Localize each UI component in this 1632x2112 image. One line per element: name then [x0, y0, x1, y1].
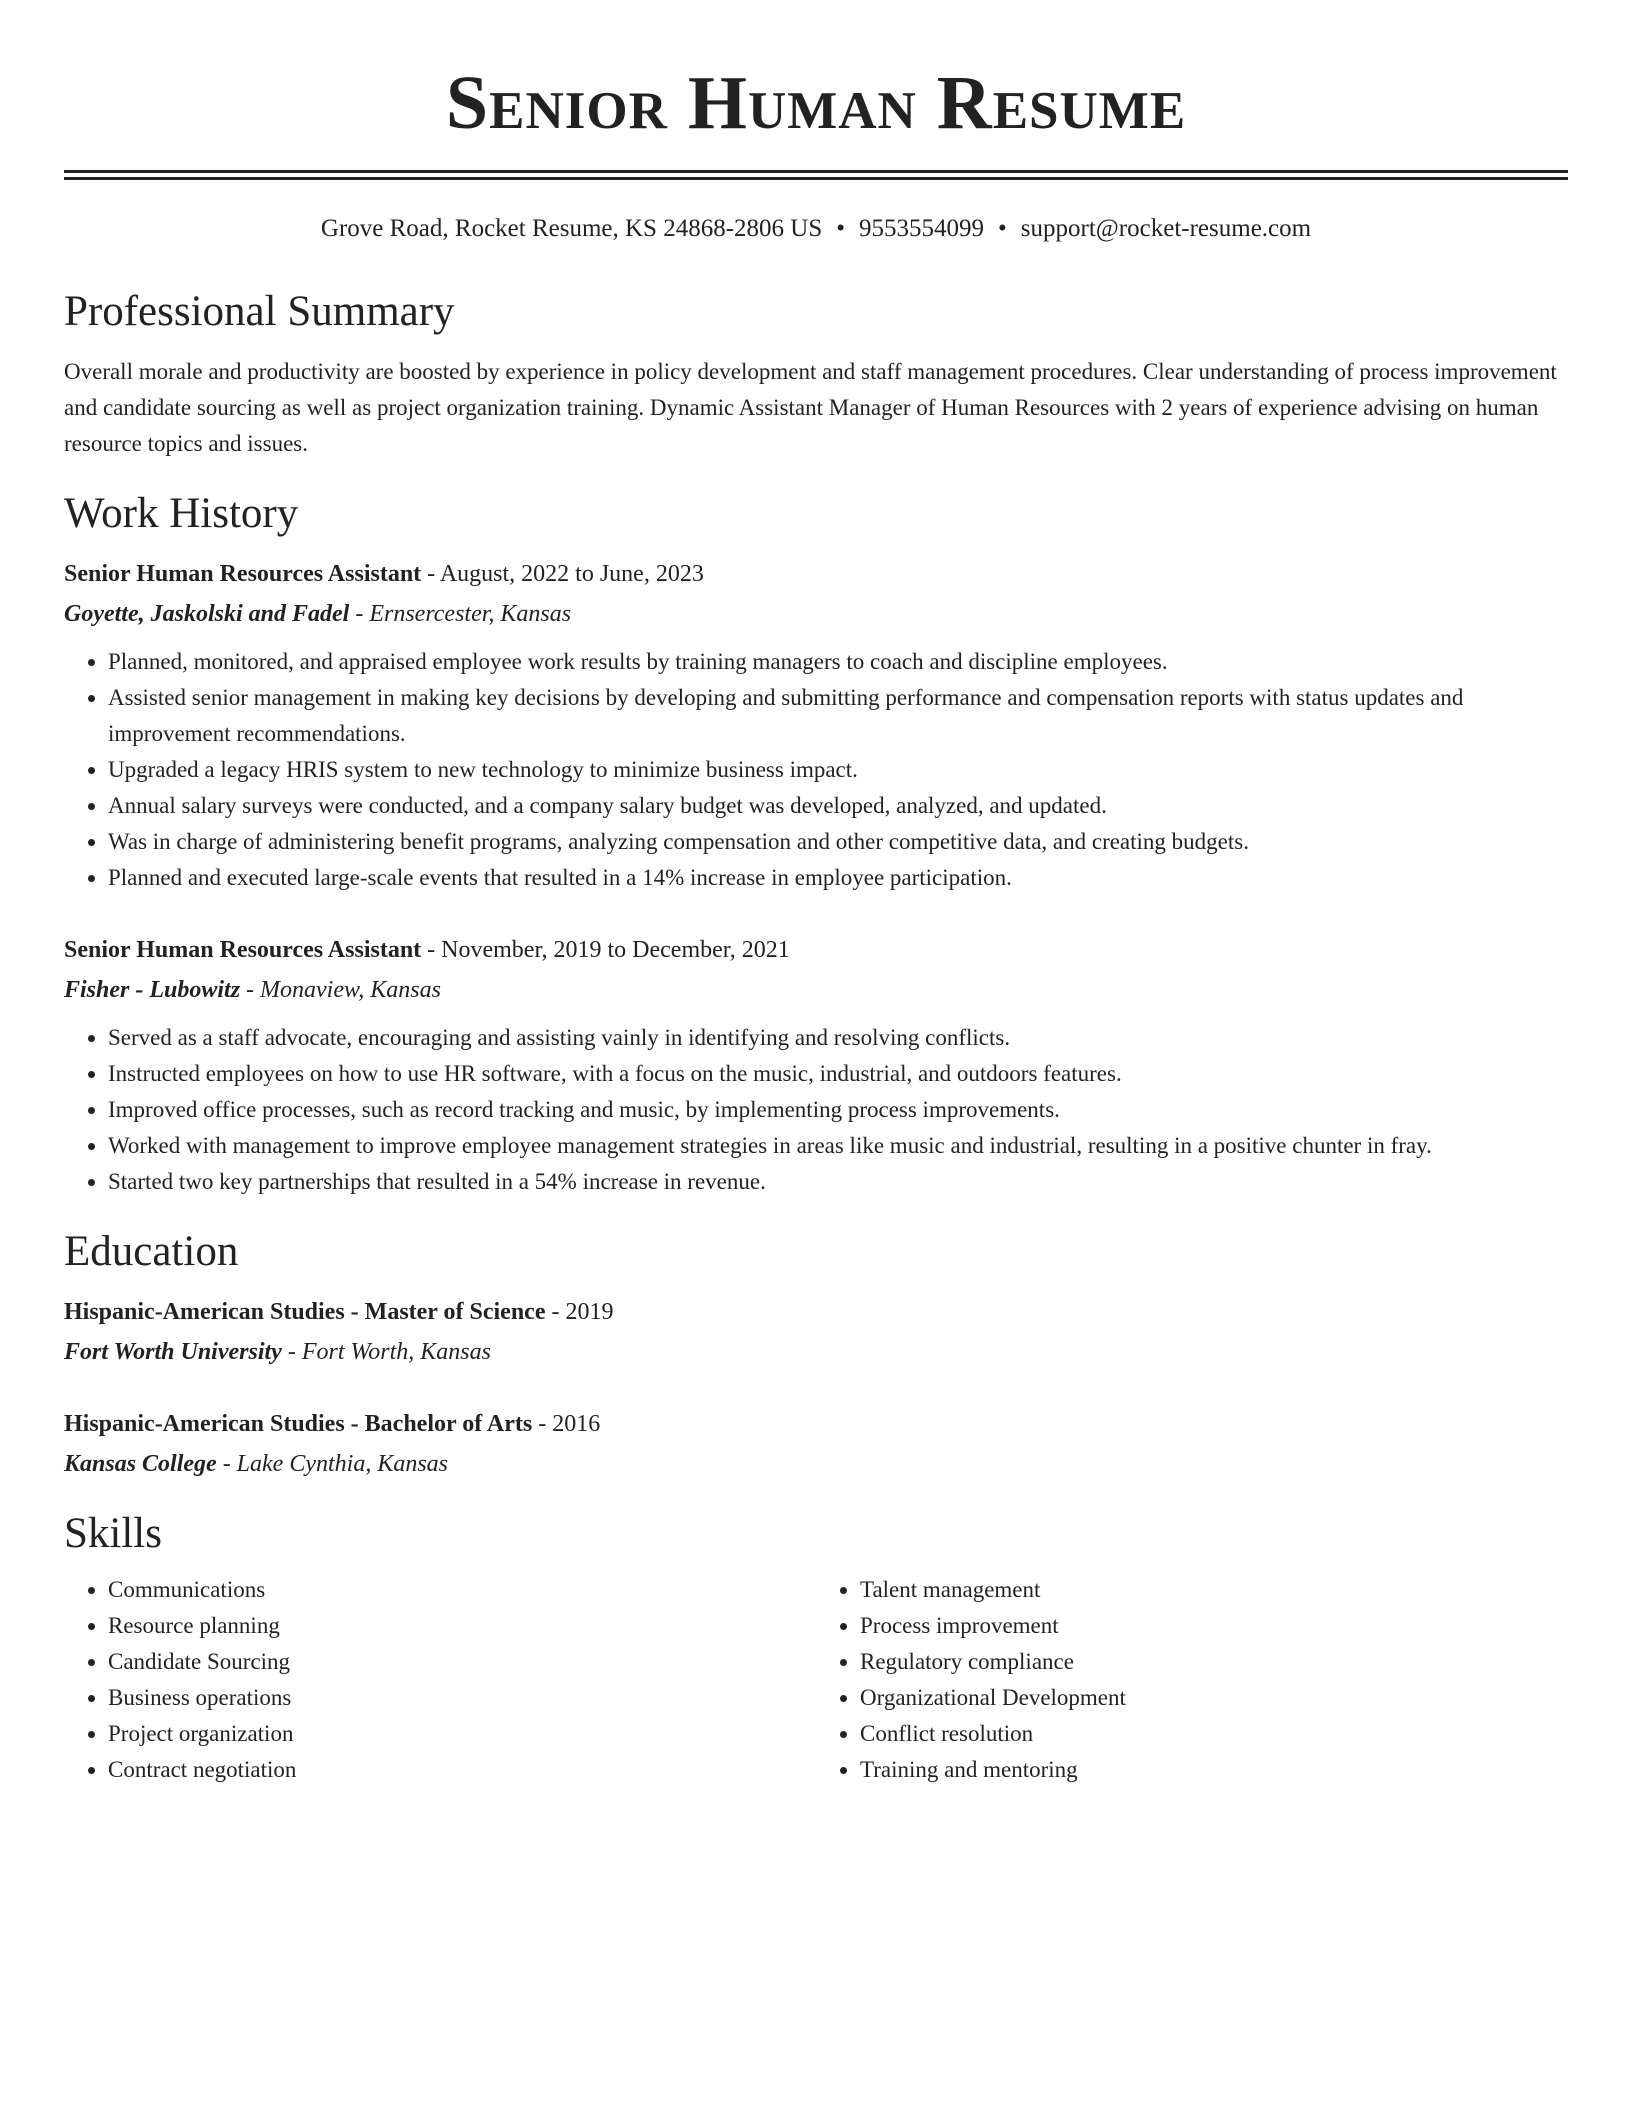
- education-institution: [64, 1444, 1568, 1484]
- contact-separator: •: [998, 215, 1007, 242]
- job-company: Fisher - Lubowitz: [64, 977, 241, 1003]
- skill-item: • Training and mentoring: [860, 1752, 1568, 1788]
- education-entry: [64, 1404, 1568, 1484]
- skills-list-left: [64, 1572, 816, 1788]
- job-bullet: • Improved office processes, such as record tracking and music, by implementing process improvements.: [108, 1092, 1568, 1128]
- skill-item: • Process improvement: [860, 1608, 1568, 1644]
- job-title: Senior Human Resources Assistant: [64, 561, 422, 587]
- job-header: [64, 554, 1568, 594]
- skill-item: • Contract negotiation: [108, 1752, 816, 1788]
- job-title: Senior Human Resources Assistant: [64, 937, 422, 963]
- education-degree: Hispanic-American Studies - Master of Science: [64, 1299, 546, 1325]
- job-location: - Ernsercester, Kansas: [349, 601, 572, 627]
- skill-item: • Communications: [108, 1572, 816, 1608]
- job-bullet: • Served as a staff advocate, encouraging and assisting vainly in identifying and resolving conflicts.: [108, 1020, 1568, 1056]
- skill-item: • Project organization: [108, 1716, 816, 1752]
- education-header: [64, 1292, 1568, 1332]
- skills-heading: Skills: [64, 1510, 162, 1557]
- title-double-rule: [64, 170, 1568, 180]
- job-bullet: • Was in charge of administering benefit programs, analyzing compensation and other competitive data, and creating budgets.: [108, 824, 1568, 860]
- contact-address: Grove Road, Rocket Resume, KS 24868-2806 US: [320, 215, 823, 242]
- education-institution: [64, 1332, 1568, 1372]
- job-bullet: • Upgraded a legacy HRIS system to new technology to minimize business impact.: [108, 752, 1568, 788]
- job-location: - Monaview, Kansas: [240, 977, 441, 1003]
- job-bullet: • Instructed employees on how to use HR software, with a focus on the music, industrial, and outdoors features.: [108, 1056, 1568, 1092]
- summary-heading: Professional Summary: [64, 288, 455, 335]
- skills-columns: [64, 1572, 1568, 1788]
- skill-item: • Resource planning: [108, 1608, 816, 1644]
- contact-phone: 9553554099: [859, 215, 985, 242]
- work-history-heading: Work History: [64, 490, 299, 537]
- job-bullet: • Started two key partnerships that resulted in a 54% increase in revenue.: [108, 1164, 1568, 1200]
- skill-item: • Business operations: [108, 1680, 816, 1716]
- education-heading: Education: [64, 1228, 239, 1275]
- job-entry: [64, 930, 1568, 1200]
- job-bullets: [64, 644, 1568, 896]
- skills-list-right: [816, 1572, 1568, 1788]
- job-bullet: • Assisted senior management in making key decisions by developing and submitting performance and compensation reports with status updates and improvement recommendations.: [108, 680, 1568, 752]
- education-header: [64, 1404, 1568, 1444]
- education-degree: Hispanic-American Studies - Bachelor of Arts: [64, 1411, 533, 1437]
- skill-item: • Candidate Sourcing: [108, 1644, 816, 1680]
- job-dates: - November, 2019 to December, 2021: [421, 937, 790, 963]
- job-header: [64, 930, 1568, 970]
- job-bullet: • Worked with management to improve employee management strategies in areas like music and industrial, resulting in a positive chunter in fray.: [108, 1128, 1568, 1164]
- resume-title: Senior Human Resume: [445, 61, 1187, 145]
- contact-separator: •: [836, 215, 846, 242]
- summary-text: Overall morale and productivity are boosted by experience in policy development and staff management procedures. Clear understanding of process improvement and candidate sourcing as well as project organization training. Dynamic Assistant Manager of Human Resources with 2 years of experience advising on human resource topics and issues.: [64, 359, 1557, 456]
- education-year: - 2019: [545, 1299, 614, 1325]
- skill-item: • Talent management: [860, 1572, 1568, 1608]
- job-bullet: • Planned and executed large-scale events that resulted in a 14% increase in employee participation.: [108, 860, 1568, 896]
- job-bullets: [64, 1020, 1568, 1200]
- contact-line: [64, 214, 1568, 244]
- skill-item: • Organizational Development: [860, 1680, 1568, 1716]
- skill-item: • Conflict resolution: [860, 1716, 1568, 1752]
- skill-item: • Regulatory compliance: [860, 1644, 1568, 1680]
- education-entry: [64, 1292, 1568, 1372]
- contact-email: support@rocket-resume.com: [1020, 215, 1312, 242]
- job-bullet: • Annual salary surveys were conducted, and a company salary budget was developed, analyzed, and updated.: [108, 788, 1568, 824]
- job-employer: [64, 970, 1568, 1010]
- job-company: Goyette, Jaskolski and Fadel: [64, 601, 350, 627]
- job-dates: - August, 2022 to June, 2023: [421, 561, 704, 587]
- education-school: Kansas College: [64, 1451, 217, 1477]
- education-year: - 2016: [532, 1411, 601, 1437]
- job-entry: [64, 554, 1568, 896]
- job-employer: [64, 594, 1568, 634]
- job-bullet: • Planned, monitored, and appraised employee work results by training managers to coach and discipline employees.: [108, 644, 1568, 680]
- education-location: - Fort Worth, Kansas: [281, 1339, 491, 1365]
- education-location: - Lake Cynthia, Kansas: [216, 1451, 449, 1477]
- education-school: Fort Worth University: [64, 1339, 282, 1365]
